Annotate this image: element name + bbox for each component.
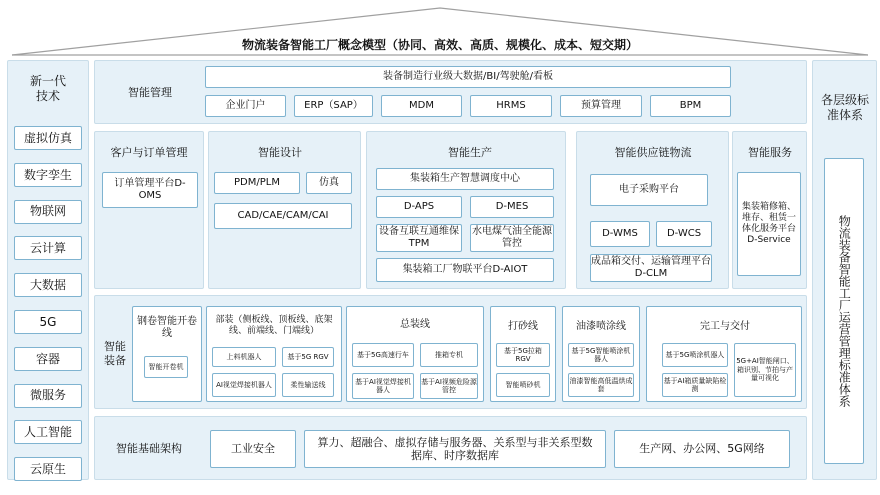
tech-item: 容器: [14, 347, 82, 371]
management-item: MDM: [381, 95, 462, 117]
crane-box: 基于5G高速行车: [352, 343, 414, 367]
tech-item: 微服务: [14, 384, 82, 408]
pusher-box: 推箱专机: [420, 343, 478, 367]
tech-item: 数字孪生: [14, 163, 82, 187]
assembly-rgv-box: 基于5G RGV: [282, 347, 334, 367]
paint-line-title: 油漆喷涂线: [576, 320, 626, 332]
oms-box: 订单管理平台D-OMS: [102, 172, 198, 208]
eprocurement-box: 电子采购平台: [590, 174, 708, 206]
management-item: BPM: [650, 95, 731, 117]
quality-check-box: 基于AI箱质量缺陷检测: [662, 373, 728, 397]
finish-paint-robot-box: 基于5G喷涂机器人: [662, 343, 728, 367]
simulation-box: 仿真: [306, 172, 352, 194]
management-title: 智能管理: [128, 86, 172, 100]
flexible-conveyor-box: 柔性输送线: [282, 373, 334, 397]
wcs-box: D-WCS: [656, 221, 712, 247]
aps-box: D-APS: [376, 196, 462, 218]
mes-box: D-MES: [470, 196, 554, 218]
network-box: 生产网、办公网、5G网络: [614, 430, 790, 468]
pdm-box: PDM/PLM: [214, 172, 300, 194]
dservice-box: 集装箱修箱、堆存、租赁一体化服务平台D-Service: [737, 172, 801, 276]
tech-item: 虚拟仿真: [14, 126, 82, 150]
scheduling-center-box: 集装箱生产智慧调度中心: [376, 168, 554, 190]
uncoiler-box: 智能开卷机: [144, 356, 188, 378]
steel-line-title: 钢卷智能开卷线: [137, 315, 197, 339]
sand-line-title: 打砂线: [508, 320, 538, 332]
equipment-label: 智能装备: [104, 340, 126, 367]
video-hazard-box: 基于AI视频危险源管控: [420, 373, 478, 399]
tpm-box: 设备互联互通维保TPM: [376, 224, 462, 252]
loading-robot-box: 上料机器人: [212, 347, 276, 367]
roof-title: 物流装备智能工厂概念模型（协同、高效、高质、规模化、成本、短交期）: [241, 37, 638, 52]
production-title: 智能生产: [448, 146, 492, 160]
left-tech-column: [7, 60, 89, 480]
standard-system-text: 物流装备智能工厂运营管理标准体系: [837, 215, 852, 407]
infra-title: 智能基础架构: [116, 442, 182, 456]
energy-box: 水电煤气油全能源管控: [470, 224, 554, 252]
clm-box: 成品箱交付、运输管理平台D-CLM: [590, 254, 712, 282]
sandblaster-box: 智能喷砂机: [496, 373, 550, 397]
total-line-title: 总装线: [400, 318, 430, 330]
wms-box: D-WMS: [590, 221, 650, 247]
smart-gate-box: 5G+AI智能闸口、箱识别、节拍与产量可视化: [734, 343, 796, 397]
sand-rgv-box: 基于5G拉箱RGV: [496, 343, 550, 367]
customer-title: 客户与订单管理: [110, 146, 188, 160]
total-welding-box: 基于AI视觉焊接机器人: [352, 373, 414, 399]
tech-item: 云原生: [14, 457, 82, 481]
bigdata-bar: 装备制造行业级大数据/BI/驾驶舱/看板: [205, 66, 731, 88]
paint-robot-box: 基于5G智能喷涂机器人: [568, 343, 634, 367]
aiot-box: 集装箱工厂物联平台D-AIOT: [376, 258, 554, 282]
assembly-welding-box: AI视觉焊接机器人: [212, 373, 276, 397]
service-title: 智能服务: [748, 146, 792, 160]
cad-box: CAD/CAE/CAM/CAI: [214, 203, 352, 229]
tech-item: 5G: [14, 310, 82, 334]
design-title: 智能设计: [258, 146, 302, 160]
compute-storage-box: 算力、超融合、虚拟存储与服务器、关系型与非关系型数据库、时序数据库: [304, 430, 606, 468]
tech-item: 人工智能: [14, 420, 82, 444]
management-item: HRMS: [470, 95, 552, 117]
tech-item: 大数据: [14, 273, 82, 297]
standard-system-box: [824, 158, 864, 464]
assembly-line-title: 部装（侧板线、顶板线、底架线、前端线、门端线）: [215, 314, 333, 336]
right-column-title: 各层级标准体系: [820, 93, 869, 122]
industrial-security-box: 工业安全: [210, 430, 296, 468]
finish-line-title: 完工与交付: [700, 320, 750, 332]
management-item: 企业门户: [205, 95, 286, 117]
supply-title: 智能供应链物流: [614, 146, 692, 160]
left-column-title: 新一代技术: [29, 74, 66, 103]
tech-item: 云计算: [14, 236, 82, 260]
oven-box: 油漆智能高低温烘成套: [568, 373, 634, 397]
management-item: ERP（SAP）: [294, 95, 373, 117]
management-item: 预算管理: [560, 95, 642, 117]
tech-item: 物联网: [14, 200, 82, 224]
